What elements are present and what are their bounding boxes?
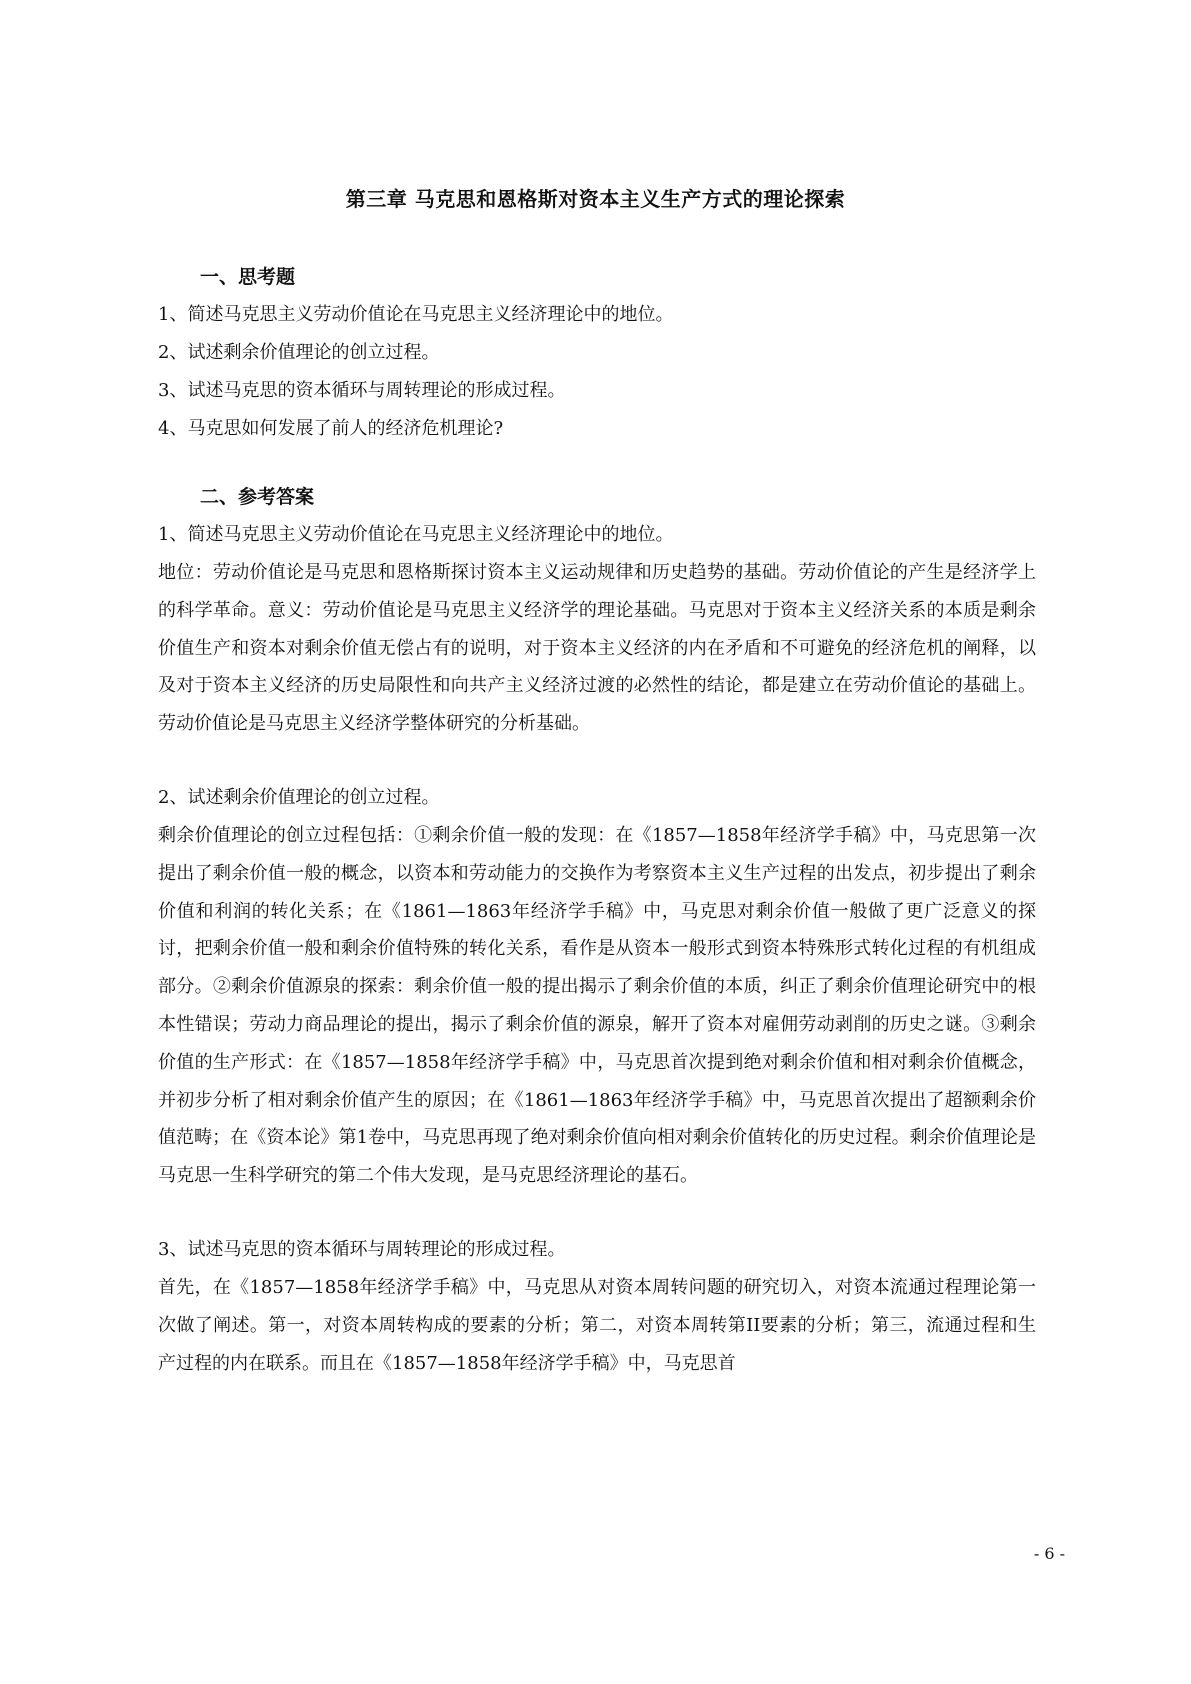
answer-question-3: 3、试述马克思的资本循环与周转理论的形成过程。 — [158, 1238, 566, 1260]
question-item-3: 3、试述马克思的资本循环与周转理论的形成过程。 — [158, 380, 566, 401]
paragraph-spacer — [158, 743, 1036, 779]
answer-question-1: 1、简述马克思主义劳动价值论在马克思主义经济理论中的地位。 — [158, 524, 674, 545]
chapter-title: 第三章 马克思和恩格斯对资本主义生产方式的理论探索 — [345, 187, 846, 211]
question-item-2: 2、试述剩余价值理论的创立过程。 — [158, 342, 440, 363]
answer-paragraph-3: 首先，在《1857—1858年经济学手稿》中，马克思从对资本周转问题的研究切入，对资本流通过程理论第一次做了阐述。第一，对资本周转构成的要素的分析；第二，对资本周转第II要素的分析；第三，流通过程和生产过程的内在联系。而且在《1857—1858年经济学手稿》中，马克思首 — [158, 1276, 1036, 1374]
answer-paragraph-2: 剩余价值理论的创立过程包括：①剩余价值一般的发现：在《1857—1858年经济学手稿》中，马克思第一次提出了剩余价值一般的概念，以资本和劳动能力的交换作为考察资本主义生产过程的出发点，初步提出了剩余价值和利润的转化关系；在《1861—1863年经济学手稿》中，马克思对剩余价值一般做了更广泛意义的探讨，把剩余价值一般和剩余价值特殊的转化关系，看作是从资本一般形式到资本特殊形式转化过程的有机组成部分。②剩余价值源泉的探索：剩余价值一般的提出揭示了剩余价值的本质，纠正了剩余价值理论研究中的根本性错误；劳动力商品理论的提出，揭示了剩余价值的源泉，解开了资本对雇佣劳动剥削的历史之谜。③剩余价值的生产形式：在《1857—1858年经济学手稿》中，马克思首次提到绝对剩余价值和相对剩余价值概念，并初步分析了相对剩余价值产生的原因；在《1861—1863年经济学手稿》中，马克思首次提出了超额剩余价值范畴；在《资本论》第1卷中，马克思再现了绝对剩余价值向相对剩余价值转化的历史过程。剩余价值理论是马克思一生科学研究的第二个伟大发现，是马克思经济理论的基石。 — [158, 824, 1036, 1187]
answer-question-2: 2、试述剩余价值理论的创立过程。 — [158, 786, 440, 808]
questions-heading: 一、思考题 — [200, 266, 296, 288]
question-item-1: 1、简述马克思主义劳动价值论在马克思主义经济理论中的地位。 — [158, 304, 674, 325]
document-body — [158, 258, 1036, 1382]
answers-heading: 二、参考答案 — [200, 486, 315, 508]
section-spacer — [158, 448, 1036, 478]
question-item-4: 4、马克思如何发展了前人的经济危机理论? — [158, 418, 504, 439]
answer-paragraph-1: 地位：劳动价值论是马克思和恩格斯探讨资本主义运动规律和历史趋势的基础。劳动价值论的产生是经济学上的科学革命。意义：劳动价值论是马克思主义经济学的理论基础。马克思对于资本主义经济关系的本质是剩余价值生产和资本对剩余价值无偿占有的说明，对于资本主义经济的内在矛盾和不可避免的经济危机的阐释，以及对于资本主义经济的历史局限性和向共产主义经济过渡的必然性的结论，都是建立在劳动价值论的基础上。劳动价值论是马克思主义经济学整体研究的分析基础。 — [158, 562, 1036, 735]
page-number: - 6 - — [1033, 1544, 1065, 1563]
paragraph-spacer — [158, 1195, 1036, 1231]
